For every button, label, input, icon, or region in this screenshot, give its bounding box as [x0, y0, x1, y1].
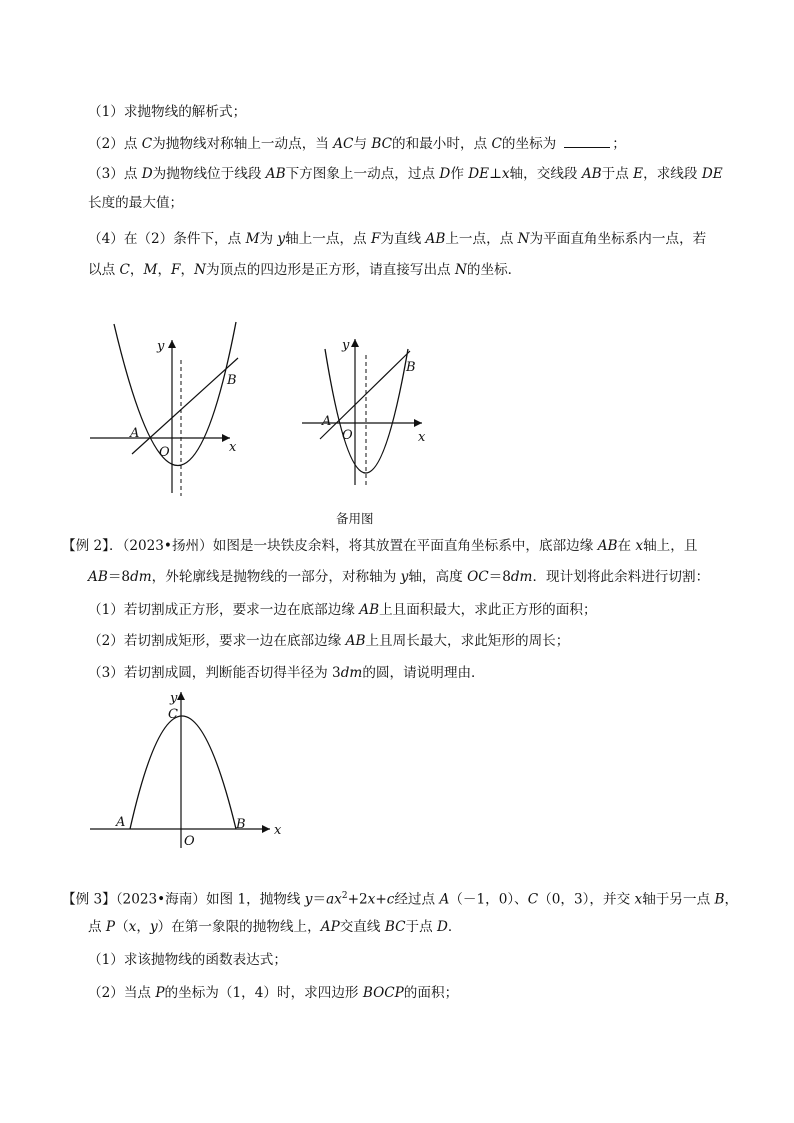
- y-axis-label: y: [157, 339, 165, 354]
- point-a-label: A: [116, 815, 126, 830]
- y-axis-arrow: [351, 339, 359, 347]
- point-b-label: B: [406, 360, 416, 375]
- example-3-line-1: 【例 3】（2023•海南）如图 1，抛物线 $y=ax^2+2x+c$经过点 A（－1，0）、C（0，3），并交 x轴于另一点 B，: [62, 891, 739, 908]
- q-part-3-cont: 长度的最大值；: [88, 195, 184, 211]
- figure-1-graph: [88, 318, 258, 498]
- q-part-4: （4）在（2）条件下，点 M为 y轴上一点，点 F为直线 AB上一点，点 N为平面直角坐标系内一点，若: [88, 231, 707, 247]
- point-a-label: A: [130, 426, 140, 441]
- answer-blank: [564, 133, 610, 148]
- q-part-3: （3）点 D为抛物线位于线段 AB下方图象上一动点，过点 D作 DE⊥x轴，交线段 AB于点 E，求线段 DE: [88, 166, 723, 182]
- point-c-label: C: [168, 707, 178, 722]
- spare-figure-caption: 备用图: [336, 511, 374, 526]
- point-b-label: B: [227, 373, 237, 388]
- y-axis-label: y: [170, 691, 178, 706]
- q-part-4-cont: 以点 C，M，F，N为顶点的四边形是正方形，请直接写出点 N的坐标．: [88, 262, 522, 278]
- example-2-part-2: （2）若切割成矩形，要求一边在底部边缘 AB上且周长最大，求此矩形的周长；: [88, 633, 570, 649]
- x-axis-arrow: [262, 825, 270, 833]
- origin-label: O: [159, 445, 170, 460]
- x-axis-arrow: [414, 419, 422, 427]
- point-b-label: B: [236, 817, 246, 832]
- example-2-part-3: （3）若切割成圆，判断能否切得半径为 3dm的圆，请说明理由．: [88, 665, 485, 681]
- parabola: [114, 322, 236, 466]
- x-axis-label: x: [229, 440, 237, 455]
- y-axis-label: y: [342, 338, 350, 353]
- figure-3-graph: [88, 688, 288, 853]
- origin-label: O: [184, 834, 195, 849]
- q-part-2: （2）点 C为抛物线对称轴上一动点，当 AC与 BC的和最小时，点 C的坐标为 ；: [88, 133, 626, 154]
- example-2-line-1: 【例 2】．（2023•扬州）如图是一块铁皮余料，将其放置在平面直角坐标系中，底部边缘 AB在 x轴上，且: [62, 538, 698, 554]
- y-axis-arrow: [168, 340, 176, 348]
- example-2-line-2: AB＝8dm，外轮廓线是抛物线的一部分，对称轴为 y轴，高度 OC＝8dm．现计划将此余料进行切割：: [88, 569, 710, 585]
- example-2-part-1: （1）若切割成正方形，要求一边在底部边缘 AB上且面积最大，求此正方形的面积；: [88, 602, 597, 618]
- x-axis-label: x: [274, 823, 282, 838]
- example-3-part-2: （2）当点 P的坐标为（1，4）时，求四边形 BOCP的面积；: [88, 985, 459, 1001]
- example-3-part-1: （1）求该抛物线的函数表达式；: [88, 952, 287, 968]
- x-axis-label: x: [418, 430, 426, 445]
- point-a-label: A: [322, 414, 332, 429]
- y-axis-arrow: [177, 692, 185, 700]
- q-part-1: （1）求抛物线的解析式；: [88, 104, 247, 120]
- origin-label: O: [342, 428, 353, 443]
- example-3-line-2: 点 P（x，y）在第一象限的抛物线上，AP交直线 BC于点 D．: [88, 919, 462, 935]
- figure-2-graph: [298, 335, 438, 495]
- parabola-arch: [130, 716, 236, 829]
